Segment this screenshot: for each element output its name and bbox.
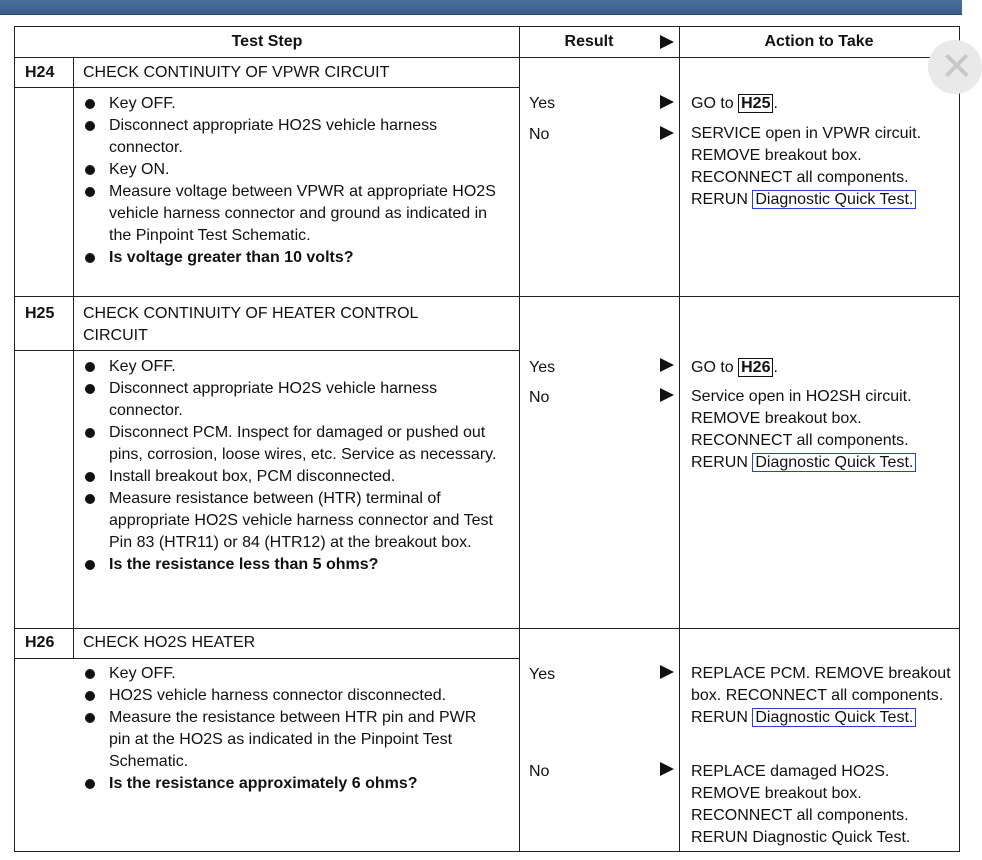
h24-bullet-list bbox=[81, 93, 501, 269]
action-text: RERUN bbox=[691, 454, 753, 471]
diagnostic-quick-test-link[interactable]: Diagnostic Quick Test. bbox=[752, 708, 916, 727]
step-id: H26 bbox=[25, 634, 55, 651]
diagnostic-quick-test-link[interactable]: Diagnostic Quick Test. bbox=[752, 190, 916, 209]
action-line: REMOVE breakout box. bbox=[691, 147, 862, 164]
arrow-icon bbox=[660, 95, 674, 109]
step-ref-link[interactable]: H26 bbox=[738, 358, 773, 377]
action-line: SERVICE open in VPWR circuit. bbox=[691, 125, 922, 142]
action-line: RECONNECT all components. bbox=[691, 169, 909, 186]
action-text: . bbox=[773, 359, 778, 376]
list-item: Install breakout box, PCM disconnected. bbox=[81, 466, 501, 488]
header-divider bbox=[15, 57, 959, 58]
list-item-question: Is voltage greater than 10 volts? bbox=[81, 247, 501, 269]
diagnostic-quick-test-link[interactable]: Diagnostic Quick Test. bbox=[752, 453, 916, 472]
list-item: Measure the resistance between HTR pin and PWR pin at the HO2S as indicated in the Pinpoint Test Schematic. bbox=[81, 707, 501, 773]
section-divider bbox=[15, 628, 959, 629]
action-line: RECONNECT all components. bbox=[691, 432, 909, 449]
h25-id-divider bbox=[73, 296, 74, 628]
section-divider bbox=[15, 296, 959, 297]
action-text: RERUN bbox=[691, 191, 753, 208]
result-yes: Yes bbox=[529, 359, 556, 376]
action-no: REPLACE damaged HO2S. REMOVE breakout box. RECONNECT all components. RERUN Diagnostic Quick Test. bbox=[691, 763, 911, 846]
close-icon: ✕ bbox=[940, 44, 974, 90]
arrow-icon bbox=[660, 762, 674, 776]
h25-bullet-list bbox=[81, 356, 501, 576]
arrow-icon bbox=[660, 358, 674, 372]
result-no: No bbox=[529, 389, 550, 406]
action-yes bbox=[691, 663, 956, 729]
list-item: Measure resistance between (HTR) terminal of appropriate HO2S vehicle harness connector and Test Pin 83 (HTR11) or 84 (HTR12) at the breakout box. bbox=[81, 488, 501, 554]
action-no bbox=[691, 386, 956, 474]
step-id: H25 bbox=[25, 305, 55, 322]
action-text: GO to bbox=[691, 95, 739, 112]
list-item: Disconnect appropriate HO2S vehicle harness connector. bbox=[81, 115, 501, 159]
list-item: Measure voltage between VPWR at appropriate HO2S vehicle harness connector and ground as indicated in the Pinpoint Test Schematic. bbox=[81, 181, 501, 247]
result-yes: Yes bbox=[529, 666, 556, 683]
h26-title-divider bbox=[15, 658, 519, 659]
result-no: No bbox=[529, 763, 550, 780]
h26-id-divider bbox=[73, 628, 74, 658]
action-line: REMOVE breakout box. bbox=[691, 410, 862, 427]
step-ref-link[interactable]: H25 bbox=[738, 94, 773, 113]
action-text: . bbox=[773, 95, 778, 112]
step-id: H24 bbox=[25, 64, 55, 81]
step-title: CHECK HO2S HEATER bbox=[83, 634, 256, 651]
header-action: Action to Take bbox=[764, 33, 874, 50]
col-divider-action bbox=[679, 27, 680, 851]
h24-title-divider bbox=[15, 87, 519, 88]
arrow-icon bbox=[660, 665, 674, 679]
list-item: Key OFF. bbox=[81, 356, 501, 378]
list-item-question: Is the resistance approximately 6 ohms? bbox=[81, 773, 501, 795]
list-item: Key OFF. bbox=[81, 663, 501, 685]
header-result: Result bbox=[564, 33, 614, 50]
close-button[interactable] bbox=[928, 40, 982, 94]
action-yes bbox=[691, 357, 956, 379]
h24-id-divider bbox=[73, 57, 74, 296]
list-item: HO2S vehicle harness connector disconnected. bbox=[81, 685, 501, 707]
h25-title-divider bbox=[15, 350, 519, 351]
step-title: CHECK CONTINUITY OF VPWR CIRCUIT bbox=[83, 64, 390, 81]
action-no bbox=[691, 123, 956, 211]
header-test-step: Test Step bbox=[231, 33, 303, 50]
list-item: Disconnect appropriate HO2S vehicle harness connector. bbox=[81, 378, 501, 422]
action-yes bbox=[691, 93, 956, 115]
col-divider-result bbox=[519, 27, 520, 851]
pinpoint-test-table bbox=[14, 26, 960, 852]
step-title: CHECK CONTINUITY OF HEATER CONTROL CIRCUIT bbox=[83, 305, 418, 344]
action-line: Service open in HO2SH circuit. bbox=[691, 388, 912, 405]
list-item: Key ON. bbox=[81, 159, 501, 181]
list-item: Disconnect PCM. Inspect for damaged or pushed out pins, corrosion, loose wires, etc. Service as necessary. bbox=[81, 422, 501, 466]
list-item: Key OFF. bbox=[81, 93, 501, 115]
action-text: GO to bbox=[691, 359, 739, 376]
arrow-icon bbox=[660, 126, 674, 140]
window-top-bar bbox=[0, 0, 962, 15]
header-arrow-icon bbox=[660, 35, 674, 49]
action-text: REPLACE PCM. REMOVE breakout box. RECONNECT all components. RERUN bbox=[691, 665, 951, 726]
result-no: No bbox=[529, 126, 550, 143]
h26-bullet-list bbox=[81, 663, 501, 795]
list-item-question: Is the resistance less than 5 ohms? bbox=[81, 554, 501, 576]
result-yes: Yes bbox=[529, 95, 556, 112]
arrow-icon bbox=[660, 388, 674, 402]
